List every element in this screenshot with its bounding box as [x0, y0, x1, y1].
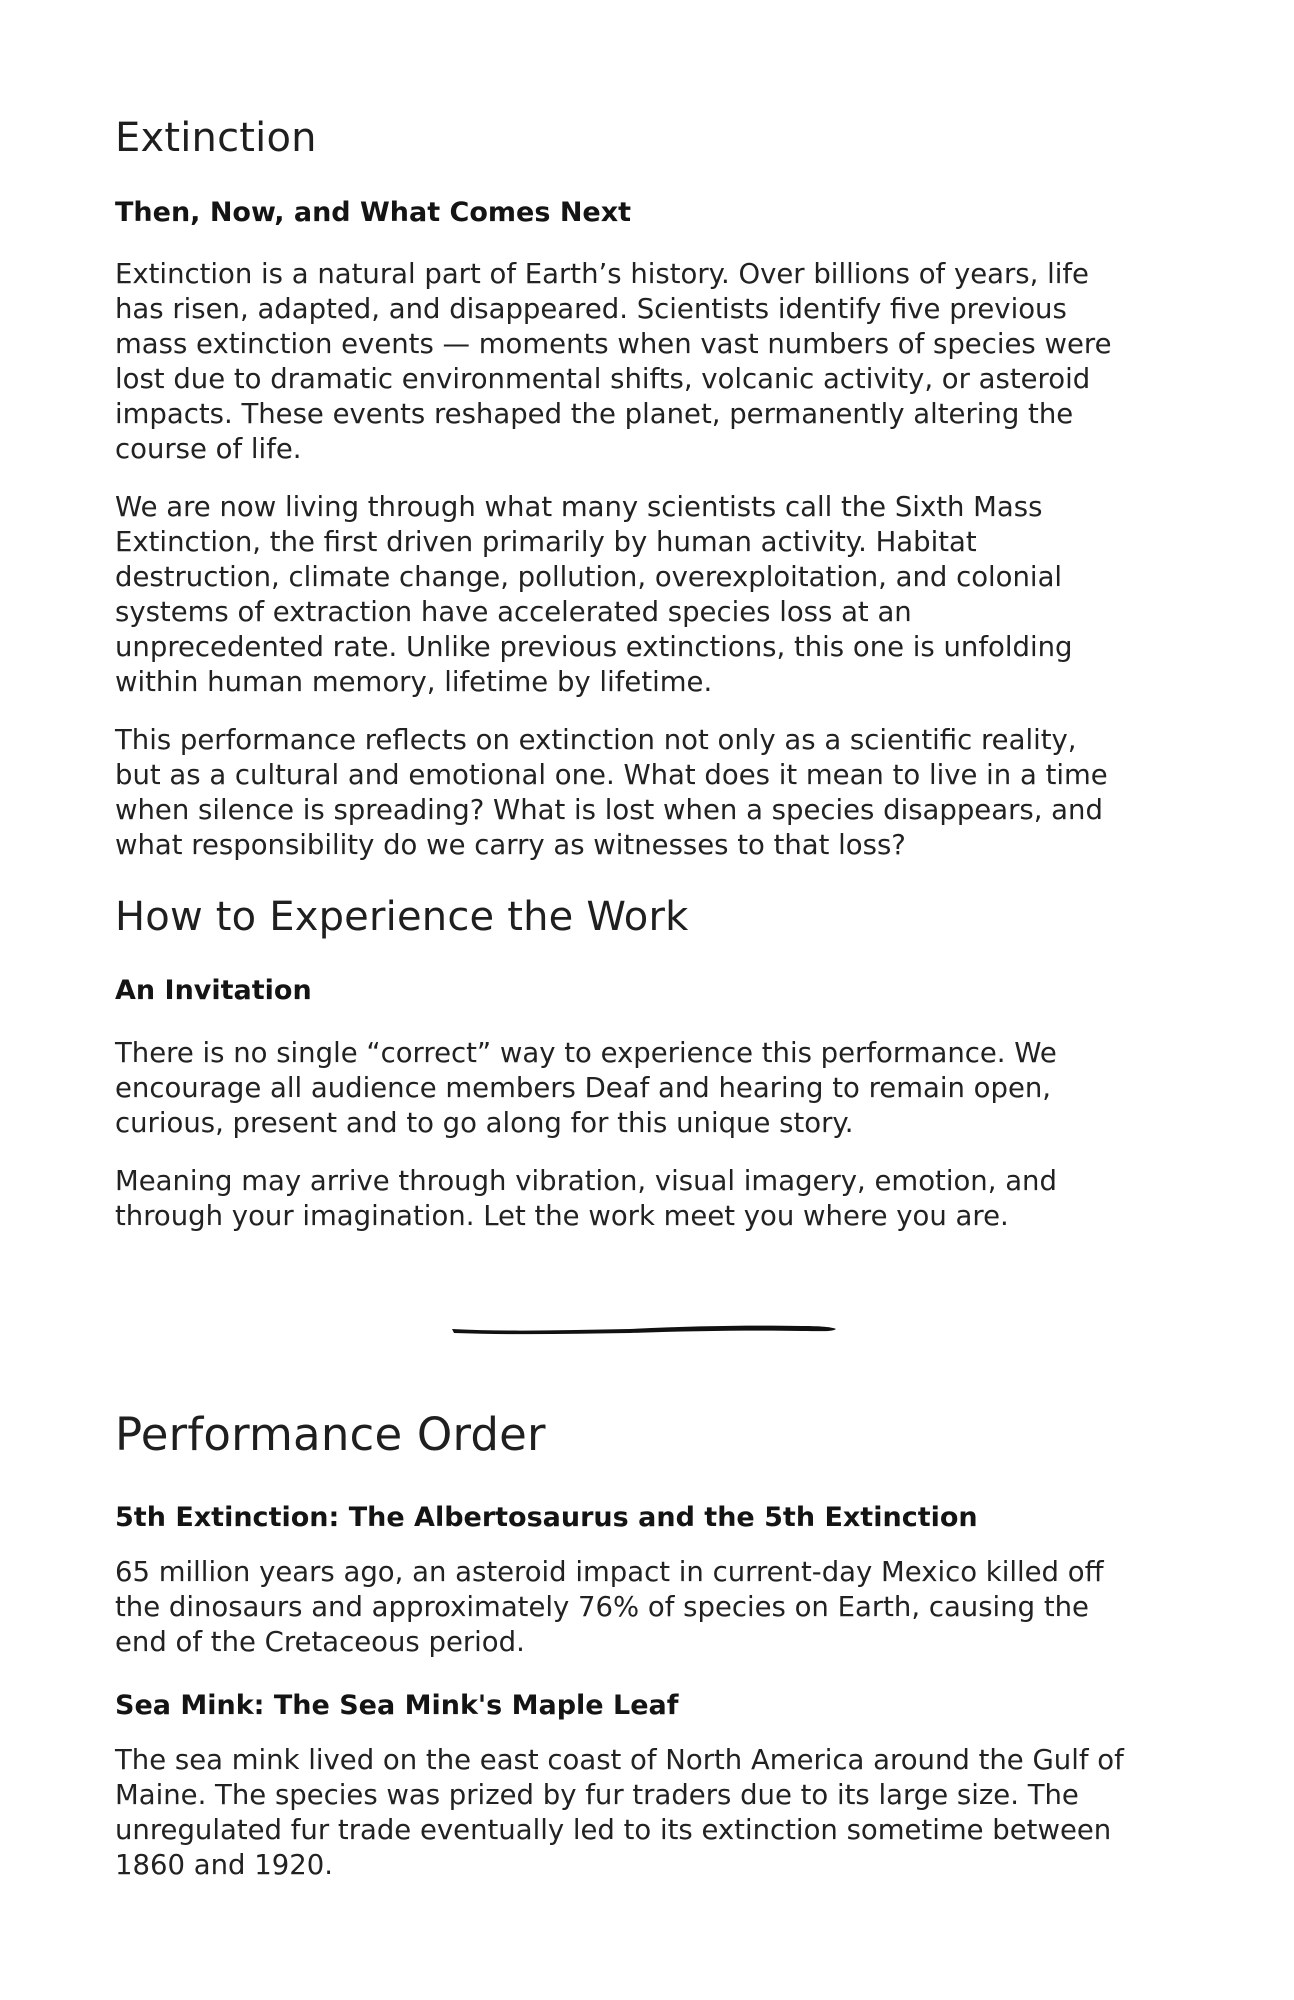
- performance-item-description: [115, 1555, 1180, 1660]
- section-subtitle-experience: An Invitation: [115, 975, 312, 1006]
- section-subtitle-extinction: Then, Now, and What Comes Next: [115, 197, 632, 228]
- performance-item-title: 5th Extinction: The Albertosaurus and the 5th Extinction: [115, 1502, 978, 1533]
- text-line: Maine. The species was prized by fur traders due to its large size. The: [115, 1779, 1079, 1811]
- text-line: lost due to dramatic environmental shifts, volcanic activity, or asteroid: [115, 363, 1091, 395]
- text-line: unregulated fur trade eventually led to its extinction sometime between: [115, 1814, 1112, 1846]
- text-line: has risen, adapted, and disappeared. Scientists identify five previous: [115, 293, 1067, 325]
- text-line: The sea mink lived on the east coast of North America around the Gulf of: [115, 1744, 1124, 1776]
- text-line: end of the Cretaceous period.: [115, 1626, 525, 1658]
- paragraph-extinction-history: [115, 257, 1180, 467]
- paragraph-performance-reflection: [115, 723, 1180, 863]
- text-line: through your imagination. Let the work meet you where you are.: [115, 1200, 1009, 1232]
- section-title-performance-order: Performance Order: [115, 1408, 546, 1461]
- text-line: This performance reflects on extinction not only as a scientific reality,: [115, 724, 1077, 756]
- divider-stroke: [452, 1326, 836, 1335]
- section-title-extinction: Extinction: [115, 115, 317, 161]
- text-line: Extinction is a natural part of Earth’s history. Over billions of years, life: [115, 258, 1089, 290]
- performance-item-title: Sea Mink: The Sea Mink's Maple Leaf: [115, 1690, 679, 1721]
- text-line: systems of extraction have accelerated species loss at an: [115, 596, 912, 628]
- text-line: mass extinction events — moments when vast numbers of species were: [115, 328, 1112, 360]
- text-line: We are now living through what many scientists call the Sixth Mass: [115, 491, 1043, 523]
- paragraph-meaning: [115, 1164, 1180, 1234]
- text-line: impacts. These events reshaped the planet, permanently altering the: [115, 398, 1074, 430]
- text-line: when silence is spreading? What is lost when a species disappears, and: [115, 794, 1103, 826]
- text-line: Extinction, the first driven primarily by human activity. Habitat: [115, 526, 977, 558]
- text-line: unprecedented rate. Unlike previous extinctions, this one is unfolding: [115, 631, 1073, 663]
- text-line: what responsibility do we carry as witnesses to that loss?: [115, 829, 906, 861]
- text-line: the dinosaurs and approximately 76% of species on Earth, causing the: [115, 1591, 1089, 1623]
- text-line: 1860 and 1920.: [115, 1849, 333, 1881]
- text-line: destruction, climate change, pollution, overexploitation, and colonial: [115, 561, 1063, 593]
- text-line: encourage all audience members Deaf and hearing to remain open,: [115, 1072, 1052, 1104]
- paragraph-invitation: [115, 1036, 1180, 1141]
- text-line: There is no single “correct” way to experience this performance. We: [115, 1037, 1057, 1069]
- text-line: curious, present and to go along for this unique story.: [115, 1107, 854, 1139]
- section-title-experience: How to Experience the Work: [115, 894, 689, 940]
- text-line: but as a cultural and emotional one. What does it mean to live in a time: [115, 759, 1108, 791]
- brush-stroke-divider: [450, 1318, 840, 1338]
- text-line: 65 million years ago, an asteroid impact in current-day Mexico killed off: [115, 1556, 1104, 1588]
- performance-item-description: [115, 1743, 1180, 1883]
- text-line: course of life.: [115, 433, 302, 465]
- text-line: Meaning may arrive through vibration, visual imagery, emotion, and: [115, 1165, 1057, 1197]
- text-line: within human memory, lifetime by lifetime.: [115, 666, 713, 698]
- paragraph-sixth-extinction: [115, 490, 1180, 700]
